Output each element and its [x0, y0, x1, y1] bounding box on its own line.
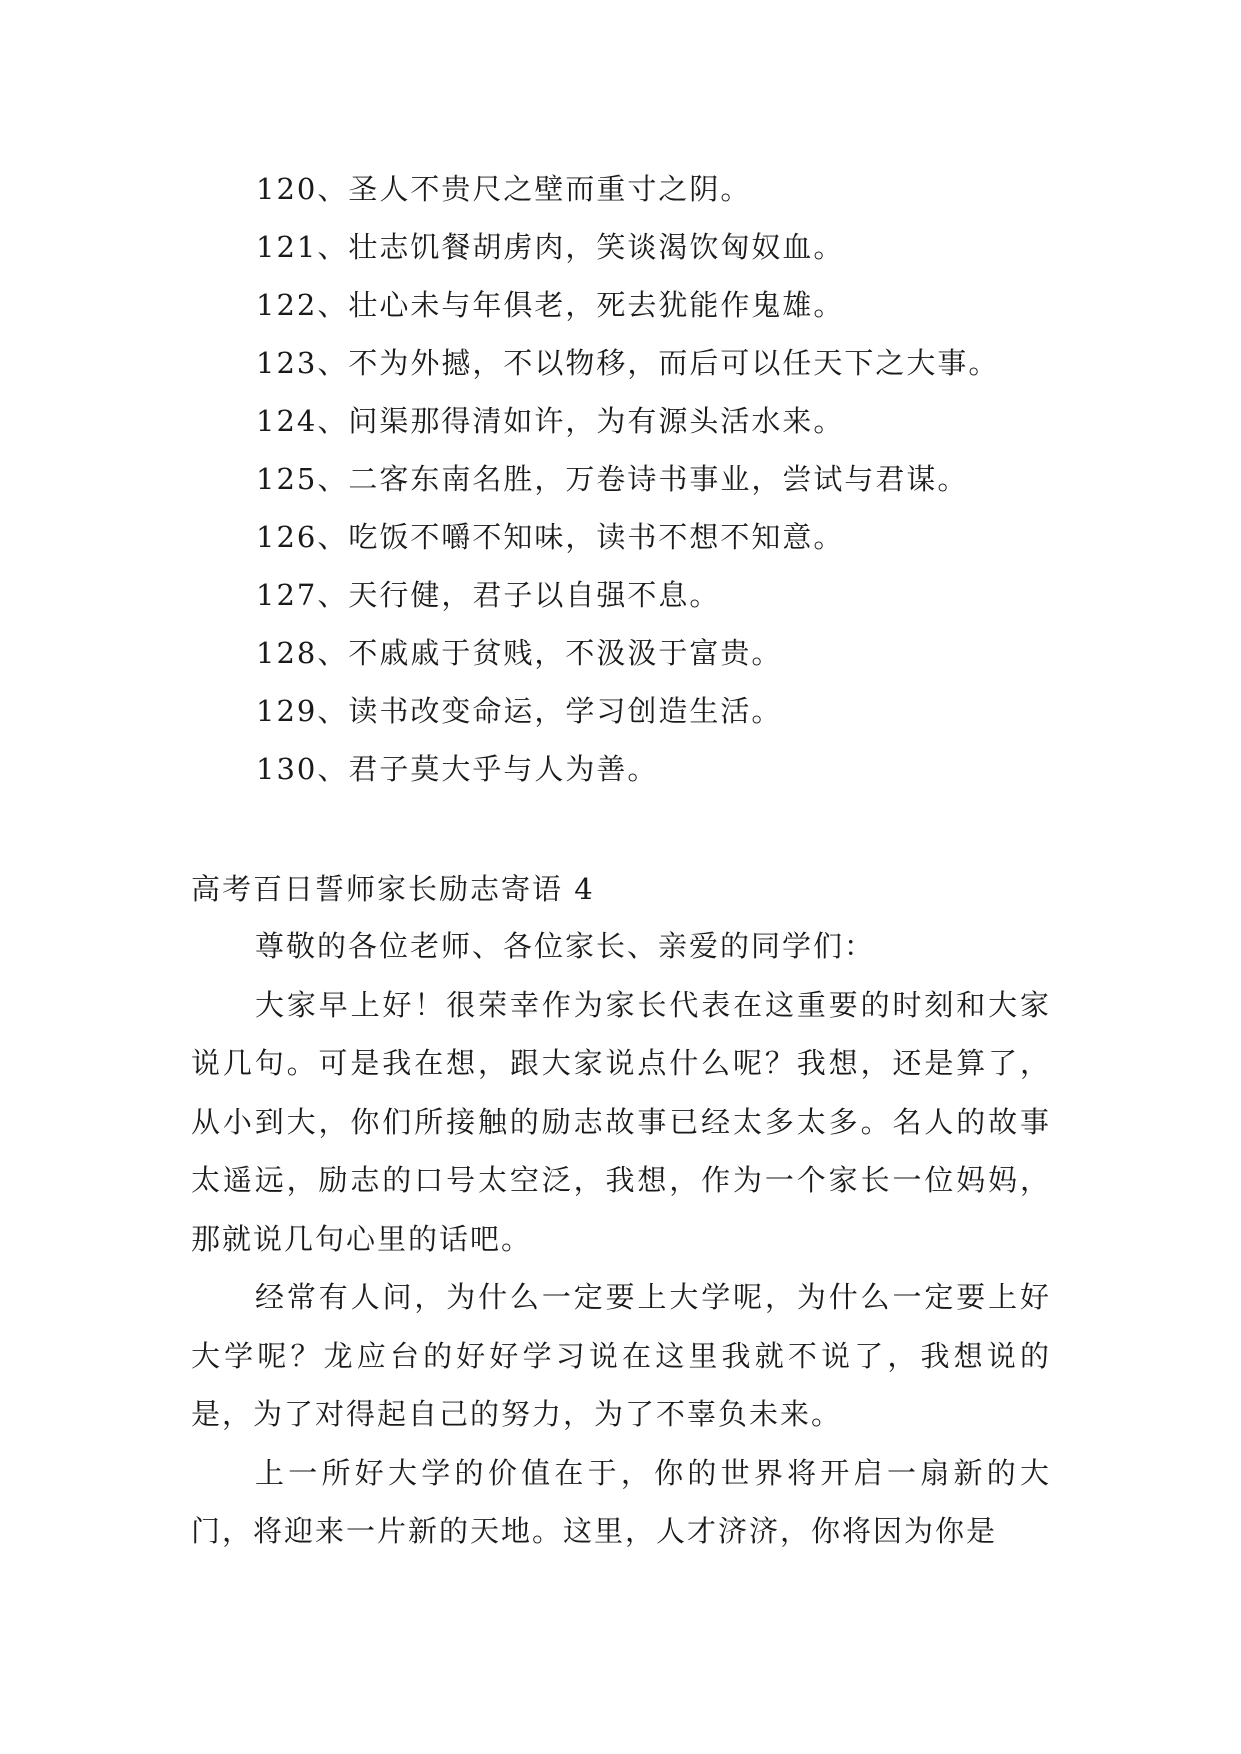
body-text [191, 917, 1051, 1561]
quote-item-130: 130、君子莫大乎与人为善。 [256, 752, 659, 786]
quote-list [256, 160, 999, 798]
section-title: 高考百日誓师家长励志寄语 4 [191, 872, 595, 906]
quote-item-125: 125、二客东南名胜，万卷诗书事业，尝试与君谋。 [256, 462, 969, 496]
paragraph-value-of-university: 上一所好大学的价值在于，你的世界将开启一扇新的大门，将迎来一片新的天地。这里，人才济济，你将因为你是 [191, 1455, 1051, 1548]
paragraph-why-university: 经常有人问，为什么一定要上大学呢，为什么一定要上好大学呢？龙应台的好好学习说在这里我就不说了，我想说的是，为了对得起自己的努力，为了不辜负未来。 [191, 1280, 1051, 1431]
quote-item-122: 122、壮心未与年俱老，死去犹能作鬼雄。 [256, 288, 845, 322]
quote-item-127: 127、天行健，君子以自强不息。 [256, 578, 721, 612]
quote-item-123: 123、不为外撼，不以物移，而后可以任天下之大事。 [256, 346, 1000, 380]
quote-item-126: 126、吃饭不嚼不知味，读书不想不知意。 [256, 520, 845, 554]
quote-item-121: 121、壮志饥餐胡虏肉，笑谈渴饮匈奴血。 [256, 230, 845, 264]
quote-item-129: 129、读书改变命运，学习创造生活。 [256, 694, 783, 728]
quote-item-128: 128、不戚戚于贫贱，不汲汲于富贵。 [256, 636, 783, 670]
quote-item-124: 124、问渠那得清如许，为有源头活水来。 [256, 404, 845, 438]
paragraph-greeting: 大家早上好！很荣幸作为家长代表在这重要的时刻和大家说几句。可是我在想，跟大家说点什么呢？我想，还是算了，从小到大，你们所接触的励志故事已经太多太多。名人的故事太遥远，励志的口号太空泛，我想，作为一个家长一位妈妈，那就说几句心里的话吧。 [191, 987, 1051, 1256]
salutation: 尊敬的各位老师、各位家长、亲爱的同学们： [255, 929, 876, 963]
quote-item-120: 120、圣人不贵尺之壁而重寸之阴。 [256, 172, 752, 206]
